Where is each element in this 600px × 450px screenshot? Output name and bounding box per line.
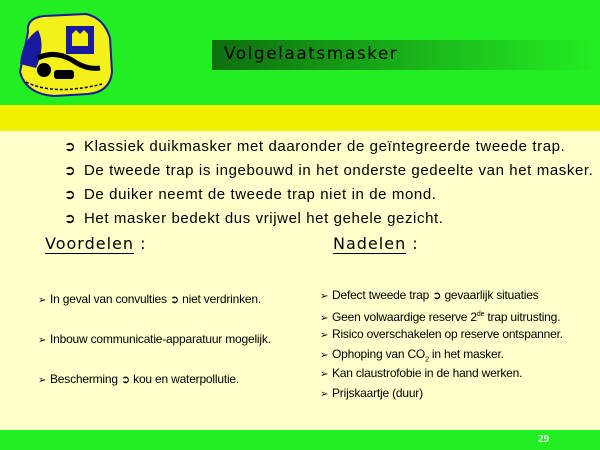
arrow-right-icon: ➲: [169, 293, 179, 306]
item-text: Inbouw communicatie-apparatuur mogelijk.: [50, 332, 271, 346]
list-item: [38, 291, 271, 331]
header-stripe: [0, 105, 600, 131]
list-item: [64, 160, 594, 184]
item-text: Defect tweede trap: [332, 288, 430, 302]
subscript-text: 2: [425, 355, 429, 363]
triangle-bullet-icon: ➢: [38, 295, 47, 306]
triangle-bullet-icon: ➢: [320, 349, 329, 361]
list-item: [64, 184, 594, 208]
voordelen-heading: [45, 234, 147, 253]
list-item: [64, 208, 594, 232]
item-text: gevaarlijk situaties: [444, 288, 539, 302]
list-item: [320, 364, 563, 384]
list-item: [320, 286, 563, 306]
arrow-right-icon: ➲: [64, 163, 77, 179]
list-item: [320, 325, 563, 345]
arrow-right-icon: ➲: [64, 187, 77, 203]
nadelen-heading-colon: :: [412, 234, 419, 253]
list-item: [38, 331, 271, 371]
list-item: [320, 384, 563, 404]
list-item: [320, 306, 563, 326]
triangle-bullet-icon: ➢: [320, 291, 329, 302]
arrow-right-icon: ➲: [64, 211, 77, 227]
triangle-bullet-icon: ➢: [320, 330, 329, 341]
bullet-text: De tweede trap is ingebouwd in het onderste gedeelte van het masker.: [84, 162, 594, 179]
list-item: [38, 371, 271, 411]
bullet-text: Het masker bedekt dus vrijwel het gehele gezicht.: [84, 210, 444, 227]
triangle-bullet-icon: ➢: [320, 369, 329, 380]
item-text: Kan claustrofobie in de hand werken.: [332, 366, 523, 380]
slide-title: Volgelaatsmasker: [224, 44, 399, 64]
bullet-text: Klassiek duikmasker met daaronder de geïntegreerde tweede trap.: [84, 138, 566, 155]
voordelen-heading-text: Voordelen: [45, 234, 135, 253]
superscript-text: de: [476, 310, 485, 318]
item-text: niet verdrinken.: [182, 292, 261, 306]
triangle-bullet-icon: ➢: [320, 312, 329, 324]
item-text: Prijskaartje (duur): [332, 385, 423, 400]
nadelen-heading: [333, 234, 419, 253]
triangle-bullet-icon: ➢: [38, 375, 47, 386]
item-text: in het masker.: [428, 346, 504, 361]
club-logo: [14, 12, 116, 98]
item-text: Risico overschakelen op reserve ontspanner.: [332, 327, 563, 341]
nadelen-heading-text: Nadelen: [333, 234, 407, 253]
item-text: kou en waterpollutie.: [133, 372, 240, 386]
intro-bullet-list: [64, 136, 594, 232]
triangle-bullet-icon: ➢: [38, 335, 47, 346]
nadelen-list: [320, 286, 563, 403]
bullet-text: De duiker neemt de tweede trap niet in de mond.: [84, 186, 437, 203]
page-number: 29: [538, 433, 549, 445]
item-text: Geen volwaardige reserve 2: [332, 309, 477, 324]
item-text: trap uitrusting.: [484, 309, 561, 324]
triangle-bullet-icon: ➢: [320, 388, 329, 400]
footer-band: [0, 430, 600, 450]
list-item: [64, 136, 594, 160]
voordelen-heading-colon: :: [140, 234, 147, 253]
arrow-right-icon: ➲: [120, 373, 131, 386]
title-bar: [212, 40, 600, 70]
item-text: Ophoping van CO: [332, 346, 426, 361]
list-item: [320, 345, 563, 365]
item-text: Bescherming: [50, 372, 118, 386]
arrow-right-icon: ➲: [432, 289, 442, 302]
item-text: In geval van convulties: [50, 292, 167, 306]
arrow-right-icon: ➲: [64, 139, 77, 155]
voordelen-list: [38, 291, 271, 411]
